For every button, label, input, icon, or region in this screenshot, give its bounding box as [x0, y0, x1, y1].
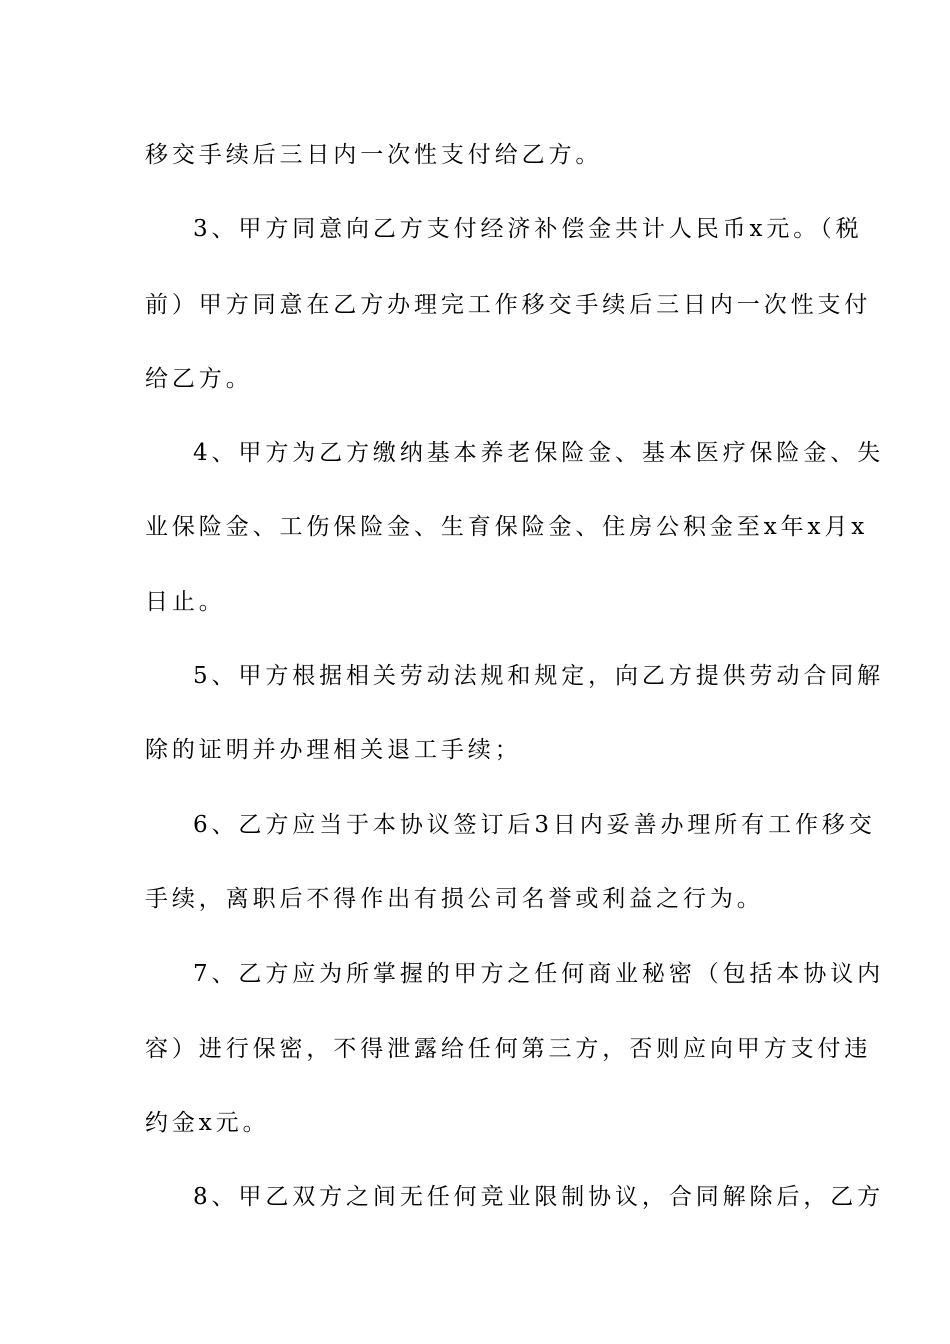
text-line: 7、乙方应为所掌握的甲方之任何商业秘密（包括本协议内 — [193, 961, 885, 987]
text-line: 4、甲方为乙方缴纳基本养老保险金、基本医疗保险金、失 — [193, 440, 885, 466]
text-line: 移交手续后三日内一次性支付给乙方。 — [145, 142, 603, 168]
text-line: 日止。 — [145, 589, 226, 615]
text-line: 容）进行保密，不得泄露给任何第三方，否则应向甲方支付违 — [145, 1036, 872, 1062]
text-line: 8、甲乙双方之间无任何竞业限制协议，合同解除后，乙方 — [193, 1184, 885, 1210]
text-line: 给乙方。 — [145, 366, 253, 392]
text-line: 约金x元。 — [145, 1110, 270, 1136]
text-line: 前）甲方同意在乙方办理完工作移交手续后三日内一次性支付 — [145, 292, 872, 318]
text-line: 除的证明并办理相关退工手续； — [145, 737, 522, 763]
text-line: 3、甲方同意向乙方支付经济补偿金共计人民币x元。（税 — [193, 216, 863, 242]
text-line: 5、甲方根据相关劳动法规和规定，向乙方提供劳动合同解 — [193, 663, 885, 689]
text-line: 业保险金、工伤保险金、生育保险金、住房公积金至x年x月x — [145, 514, 869, 540]
text-line: 6、乙方应当于本协议签订后3日内妥善办理所有工作移交 — [193, 812, 876, 838]
text-line: 手续，离职后不得作出有损公司名誉或利益之行为。 — [145, 886, 764, 912]
